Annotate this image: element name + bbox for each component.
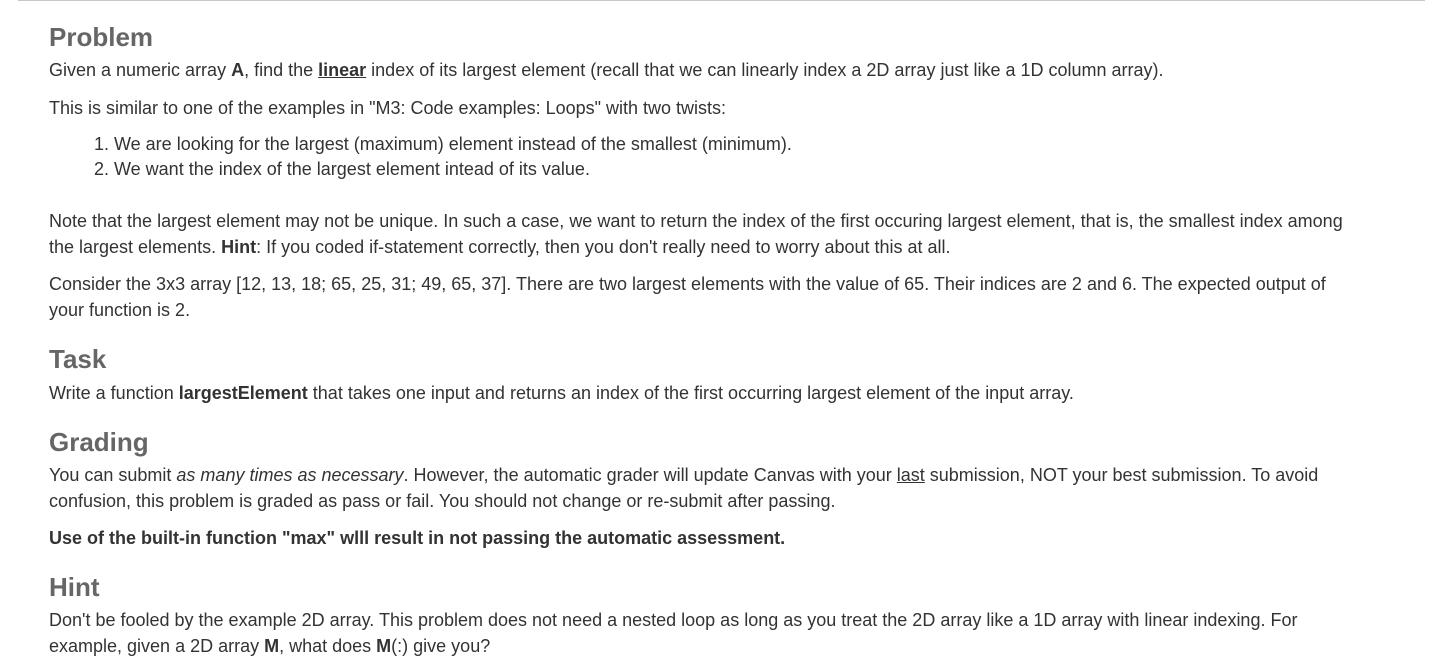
- grading-heading: Grading: [49, 427, 149, 457]
- linear-emphasis: linear: [318, 60, 367, 80]
- problem-paragraph-1: Given a numeric array A, find the linear index of its largest element (recall that we can linearly index a 2D array just like a 1D column array).: [49, 60, 1164, 80]
- hint-heading: Hint: [49, 572, 100, 602]
- array-name-A: A: [231, 60, 245, 80]
- grading-paragraph-1: You can submit as many times as necessary. However, the automatic grader will update Canvas with your last submission, NOT your best submission. To avoid confusion, this problem is graded as pass or fail. You should not change or re-submit after passing.: [49, 465, 1319, 511]
- array-name-M: M: [376, 636, 392, 656]
- task-paragraph: Write a function largestElement that takes one input and returns an index of the first occurring largest element of the input array.: [49, 383, 1074, 403]
- list-item: 2. We want the index of the largest element intead of its value.: [114, 157, 1364, 182]
- problem-paragraph-2: This is similar to one of the examples in "M3: Code examples: Loops" with two twists:: [49, 98, 727, 118]
- task-heading: Task: [49, 344, 107, 374]
- last-underline: last: [896, 465, 925, 485]
- function-name: largestElement: [178, 383, 308, 403]
- list-item: 1. We are looking for the largest (maximum) element instead of the smallest (minimum).: [114, 132, 1364, 157]
- emphasis-text: as many times as necessary: [176, 465, 404, 485]
- twists-list: [49, 132, 1364, 182]
- hint-label: Hint: [221, 237, 257, 257]
- grading-warning: Use of the built-in function "max" wlll result in not passing the automatic assessment.: [49, 528, 786, 548]
- problem-paragraph-3: Note that the largest element may not be unique. In such a case, we want to return the index of the first occuring largest element, that is, the smallest index among the largest elements. Hint: If you coded if-statement correctly, then you don't really need to worry about this at all.: [49, 211, 1343, 257]
- top-divider: [18, 0, 1425, 1]
- problem-heading: Problem: [49, 22, 154, 52]
- array-name-M: M: [264, 636, 280, 656]
- problem-paragraph-4: Consider the 3x3 array [12, 13, 18; 65, 25, 31; 49, 65, 37]. There are two largest elements with the value of 65. Their indices are 2 and 6. The expected output of your function is 2.: [49, 274, 1326, 320]
- hint-paragraph: Don't be fooled by the example 2D array. This problem does not need a nested loop as long as you treat the 2D array like a 1D array with linear indexing. For example, given a 2D array M, what does M(:) give you?: [49, 610, 1298, 656]
